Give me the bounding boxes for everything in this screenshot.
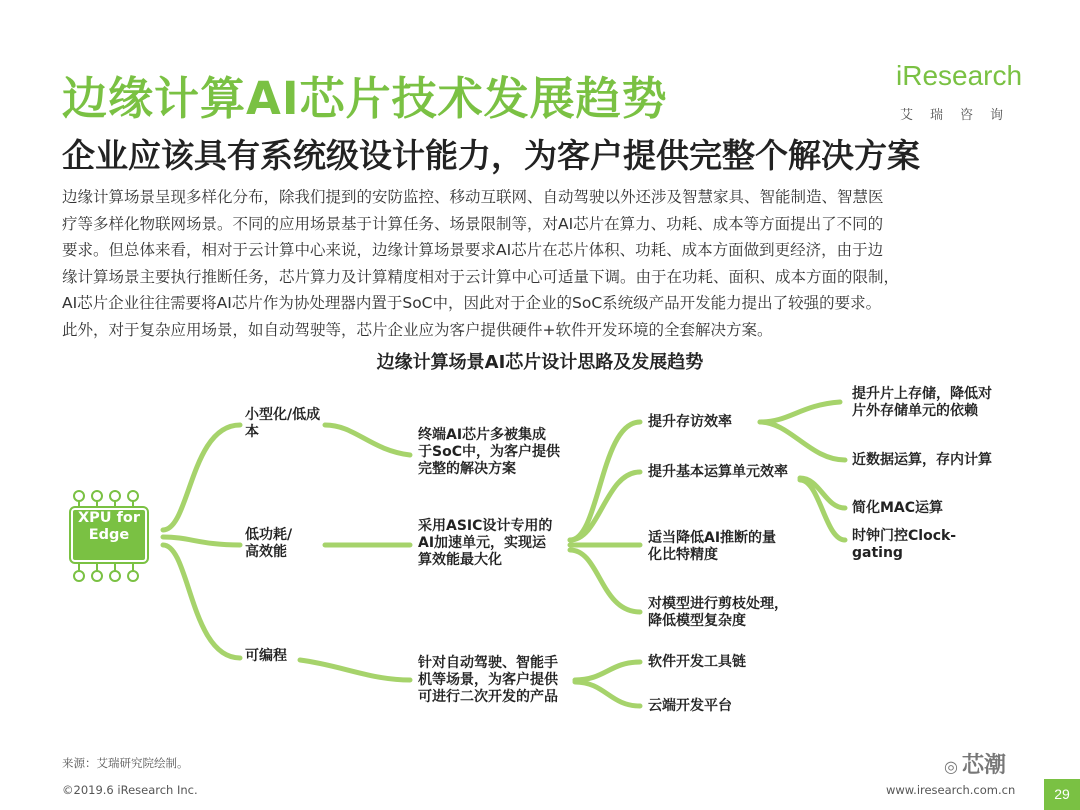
branch-line xyxy=(300,660,410,680)
chip-pin xyxy=(91,570,103,582)
node-programmable: 可编程 xyxy=(245,648,287,664)
node-on-chip-storage: 提升片上存储，降低对 片外存储单元的依赖 xyxy=(852,386,992,419)
logo-chinese-text: 艾瑞咨询 xyxy=(900,108,1021,123)
page-number: 29 xyxy=(1044,779,1080,810)
branch-line xyxy=(570,472,640,540)
node-near-data-computing: 近数据运算，存内计算 xyxy=(852,452,992,468)
copyright: ©2019.6 iResearch Inc. xyxy=(62,783,198,797)
node-low-power: 低功耗/ 高效能 xyxy=(245,527,293,560)
branch-line xyxy=(575,682,640,706)
node-clock-gating: 时钟门控Clock- gating xyxy=(852,528,957,561)
source-note: 来源：艾瑞研究院绘制。 xyxy=(62,756,189,770)
node-cloud-dev-platform: 云端开发平台 xyxy=(648,698,732,714)
branch-line xyxy=(575,662,640,680)
branch-line xyxy=(570,550,640,612)
chip-pin xyxy=(109,570,121,582)
page-title: 边缘计算AI芯片技术发展趋势 xyxy=(62,72,668,125)
watermark: ◎ 芯潮 xyxy=(944,753,1006,778)
branch-line xyxy=(800,480,845,540)
intro-line: 疗等多样化物联网场景。不同的应用场景基于计算任务、场景限制等，对AI芯片在算力、功耗、成本等方面提出了不同的 xyxy=(62,214,884,233)
node-compute-unit-efficiency: 提升基本运算单元效率 xyxy=(648,464,788,480)
node-memory-access-efficiency: 提升存访效率 xyxy=(648,414,732,430)
chip-pin xyxy=(127,570,139,582)
intro-line: 要求。但总体来看，相对于云计算中心来说，边缘计算场景要求AI芯片在芯片体积、功耗、成本方面做到更经济，由于边 xyxy=(62,241,884,259)
intro-line: 此外，对于复杂应用场景，如自动驾驶等，芯片企业应为客户提供硬件+软件开发环境的全套解决方案。 xyxy=(62,320,773,339)
node-quantization-precision: 适当降低AI推断的量 化比特精度 xyxy=(648,530,777,563)
wechat-icon: ◎ xyxy=(944,757,958,776)
node-secondary-development: 针对自动驾驶、智能手 机等场景，为客户提供 可进行二次开发的产品 xyxy=(418,655,558,705)
intro-line: 缘计算场景主要执行推断任务，芯片算力及计算精度相对于云计算中心可适量下调。由于在功耗、面积、成本方面的限制， xyxy=(62,267,900,286)
logo-text: iResearch xyxy=(896,60,1023,91)
diagram-title: 边缘计算场景AI芯片设计思路及发展趋势 xyxy=(376,352,704,373)
branch-line xyxy=(570,422,640,540)
chip-label: XPU for Edge xyxy=(77,510,141,543)
xpu-chip-icon xyxy=(65,488,161,584)
node-miniaturization: 小型化/低成 本 xyxy=(245,407,321,440)
node-software-toolchain: 软件开发工具链 xyxy=(648,654,746,670)
intro-line: 边缘计算场景呈现多样化分布，除我们提到的安防监控、移动互联网、自动驾驶以外还涉及智慧家具、智能制造、智慧医 xyxy=(62,188,884,206)
branch-line xyxy=(163,537,240,545)
intro-line: AI芯片企业往往需要将AI芯片作为协处理器内置于SoC中，因此对于企业的SoC系统级产品开发能力提出了较强的要求。 xyxy=(62,294,882,312)
node-model-pruning: 对模型进行剪枝处理， 降低模型复杂度 xyxy=(648,596,788,629)
node-simplified-mac: 简化MAC运算 xyxy=(852,500,944,516)
node-asic-design: 采用ASIC设计专用的 AI加速单元，实现运 算效能最大化 xyxy=(418,518,553,568)
branch-line xyxy=(325,425,410,455)
branch-line xyxy=(163,545,240,658)
branch-line xyxy=(163,425,240,530)
node-soc-integration: 终端AI芯片多被集成 于SoC中，为客户提供 完整的解决方案 xyxy=(418,427,560,477)
branch-line xyxy=(760,422,845,460)
branch-line xyxy=(760,402,840,422)
chip-pin xyxy=(73,570,85,582)
page-subtitle: 企业应该具有系统级设计能力，为客户提供完整个解决方案 xyxy=(62,136,920,175)
website-url: www.iresearch.com.cn xyxy=(886,783,1016,797)
